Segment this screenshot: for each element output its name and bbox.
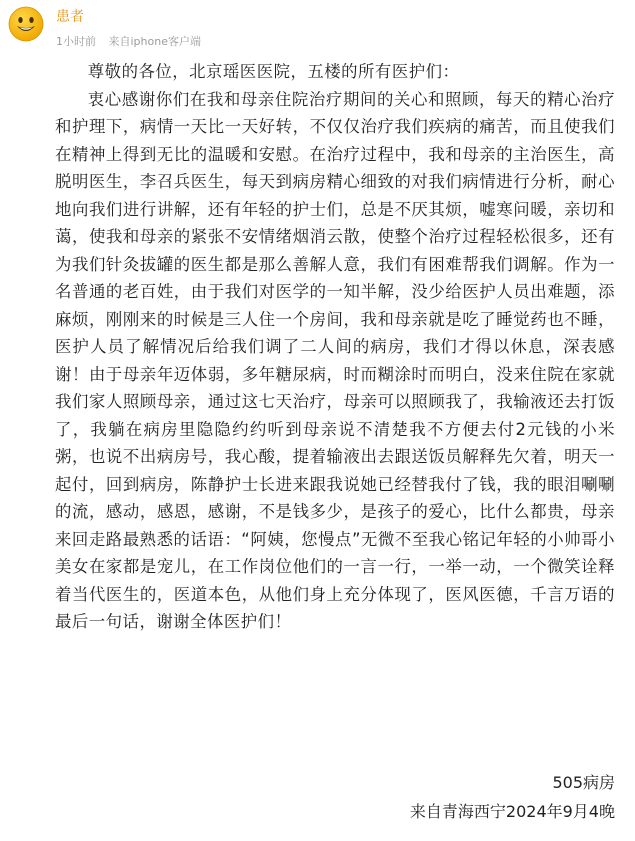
letter-content: [55, 58, 615, 636]
post-header: [0, 0, 635, 56]
letter-greeting: 尊敬的各位，北京瑶医医院，五楼的所有医护们：: [87, 62, 460, 81]
smiley-face-icon: [8, 6, 44, 42]
avatar[interactable]: [8, 6, 44, 42]
post-source: 来自iphone客户端: [108, 35, 201, 48]
signature-place-date: 来自青海西宁2024年9月4晚: [409, 802, 615, 821]
post-time: 1小时前: [56, 35, 96, 48]
signature-room: 505病房: [552, 773, 615, 792]
author-name-link[interactable]: 患者: [56, 9, 84, 25]
post-meta: [56, 35, 201, 49]
letter-body: 衷心感谢你们在我和母亲住院治疗期间的关心和照顾，每天的精心治疗和护理下，病情一天比一天好转，不仅仅治疗我们疾病的痛苦，而且使我们在精神上得到无比的温暖和安慰。在治疗过程中，我和母亲的主治医生，高脱明医生，李召兵医生，每天到病房精心细致的对我们病情进行分析，耐心地向我们进行讲解，还有年轻的护士们，总是不厌其烦，嘘寒问暖，亲切和蔼，使我和母亲的紧张不安情绪烟消云散，使整个治疗过程轻松很多，还有为我们针灸拔罐的医生都是那么善解人意，我们有困难帮我们调解。作为一名普通的老百姓，由于我们对医学的一知半解，没少给医护人员出难题，添麻烦，刚刚来的时候是三人住一个房间，我和母亲就是吃了睡觉药也不睡，医护人员了解情况后给我们调了二人间的病房，我们才得以休息，深表感谢！由于母亲年迈体弱，多年糖尿病，时而糊涂时而明白，没来住院在家就我们家人照顾母亲，通过这七天治疗，母亲可以照顾我了，我输液还去打饭了，我躺在病房里隐隐约约听到母亲说不清楚我不方便去付2元钱的小米粥，也说不出病房号，我心酸，提着输液出去跟送饭员解释先欠着，明天一起付，回到病房，陈静护士长进来跟我说她已经替我付了钱，我的眼泪唰唰的流，感动，感恩，感谢，不是钱多少，是孩子的爱心，比什么都贵，母亲来回走路最熟悉的话语：“阿姨，您慢点”无微不至我心铭记年轻的小帅哥小美女在家都是宠儿，在工作岗位他们的一言一行，一举一动，一个微笑诠释着当代医生的，医道本色，从他们身上充分体现了，医风医德，千言万语的最后一句话，谢谢全体医护们！: [55, 89, 615, 631]
